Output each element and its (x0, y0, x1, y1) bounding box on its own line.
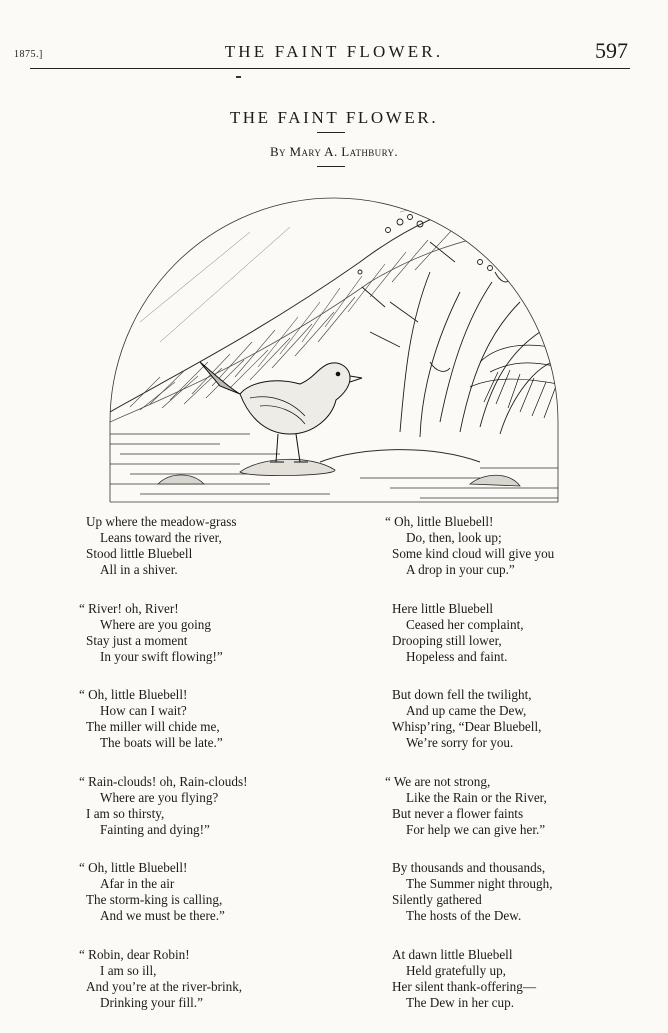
stanza (392, 860, 652, 924)
verse-line: All in a shiver. (100, 562, 178, 577)
stanza (392, 687, 652, 751)
stanza (79, 860, 346, 924)
verse-line: Ceased her complaint, (406, 616, 524, 632)
verse-line: A drop in your cup.” (406, 562, 515, 577)
verse-line: The boats will be late.” (100, 735, 223, 750)
verse-line: And we must be there.” (100, 908, 225, 923)
verse-line: The storm-king is calling, (86, 892, 223, 907)
verse-line: At dawn little Bluebell (392, 946, 513, 962)
stanza (86, 514, 346, 578)
verse-line: “ Oh, little Bluebell! (79, 687, 188, 702)
verse-line: Fainting and dying!” (100, 821, 210, 837)
article-title: THE FAINT FLOWER. (229, 108, 439, 127)
header-year: 1875.] (14, 49, 43, 60)
verse-line: Hopeless and faint. (406, 648, 508, 664)
stanza (392, 601, 652, 665)
verse-line: “ River! oh, River! (79, 600, 179, 616)
verse-line: Drooping still lower, (392, 632, 502, 648)
verse-line: Stood little Bluebell (86, 546, 193, 561)
title-rule (317, 132, 345, 133)
verse-line: Like the Rain or the River, (406, 789, 547, 805)
verse-line: Afar in the air (100, 876, 175, 891)
verse-line: Her silent thank-offering— (392, 978, 537, 994)
verse-line: “ Oh, little Bluebell! (385, 514, 494, 529)
robin-illustration (100, 172, 568, 504)
verse-line: Where are you going (100, 616, 211, 632)
running-title: THE FAINT FLOWER. (224, 42, 444, 61)
verse-line: Leans toward the river, (100, 530, 222, 545)
verse-line: But down fell the twilight, (392, 687, 532, 702)
verse-line: And you’re at the river-brink, (86, 978, 243, 994)
verse-line: I am so thirsty, (86, 805, 165, 821)
ink-speck (236, 76, 241, 78)
verse-line: Where are you flying? (100, 789, 219, 805)
stanza (385, 514, 652, 578)
verse-line: “ We are not strong, (385, 773, 491, 789)
verse-line: But never a flower faints (392, 805, 524, 821)
verse-line: How can I wait? (100, 703, 187, 718)
poem-column-left (79, 514, 346, 1033)
stanza (79, 687, 346, 751)
verse-line: Whisp’ring, “Dear Bluebell, (392, 719, 542, 734)
header-rule (30, 68, 630, 69)
stanza (79, 946, 346, 1011)
verse-line: “ Oh, little Bluebell! (79, 860, 188, 875)
verse-line: The hosts of the Dew. (406, 908, 522, 923)
verse-line: Held gratefully up, (406, 962, 506, 978)
verse-line: “ Robin, dear Robin! (79, 946, 190, 962)
verse-line: Stay just a moment (86, 632, 188, 648)
verse-line: “ Rain-clouds! oh, Rain-clouds! (79, 773, 248, 789)
verse-line: For help we can give her.” (406, 821, 546, 837)
article-byline: By Mary A. Lathbury. (269, 144, 399, 159)
page-number: 597 (595, 38, 628, 63)
verse-line: Here little Bluebell (392, 600, 494, 616)
verse-line: Silently gathered (392, 892, 482, 907)
verse-line: By thousands and thousands, (392, 860, 546, 875)
stanza (79, 773, 346, 838)
verse-line: In your swift flowing!” (100, 648, 223, 664)
byline-rule (317, 166, 345, 167)
verse-line: Do, then, look up; (406, 530, 502, 545)
stanza (385, 773, 652, 838)
verse-line: The Dew in her cup. (406, 994, 515, 1010)
running-header (0, 38, 668, 66)
verse-line: Drinking your fill.” (100, 994, 203, 1010)
verse-line: The miller will chide me, (86, 719, 220, 734)
verse-line: Some kind cloud will give you (392, 546, 555, 561)
stanza (79, 600, 346, 665)
verse-line: Up where the meadow-grass (86, 514, 237, 529)
verse-line: I am so ill, (100, 962, 157, 978)
verse-line: We’re sorry for you. (406, 735, 514, 750)
verse-line: And up came the Dew, (406, 703, 527, 718)
verse-line: The Summer night through, (406, 876, 553, 891)
stanza (392, 947, 652, 1011)
poem-column-right (385, 514, 652, 1033)
